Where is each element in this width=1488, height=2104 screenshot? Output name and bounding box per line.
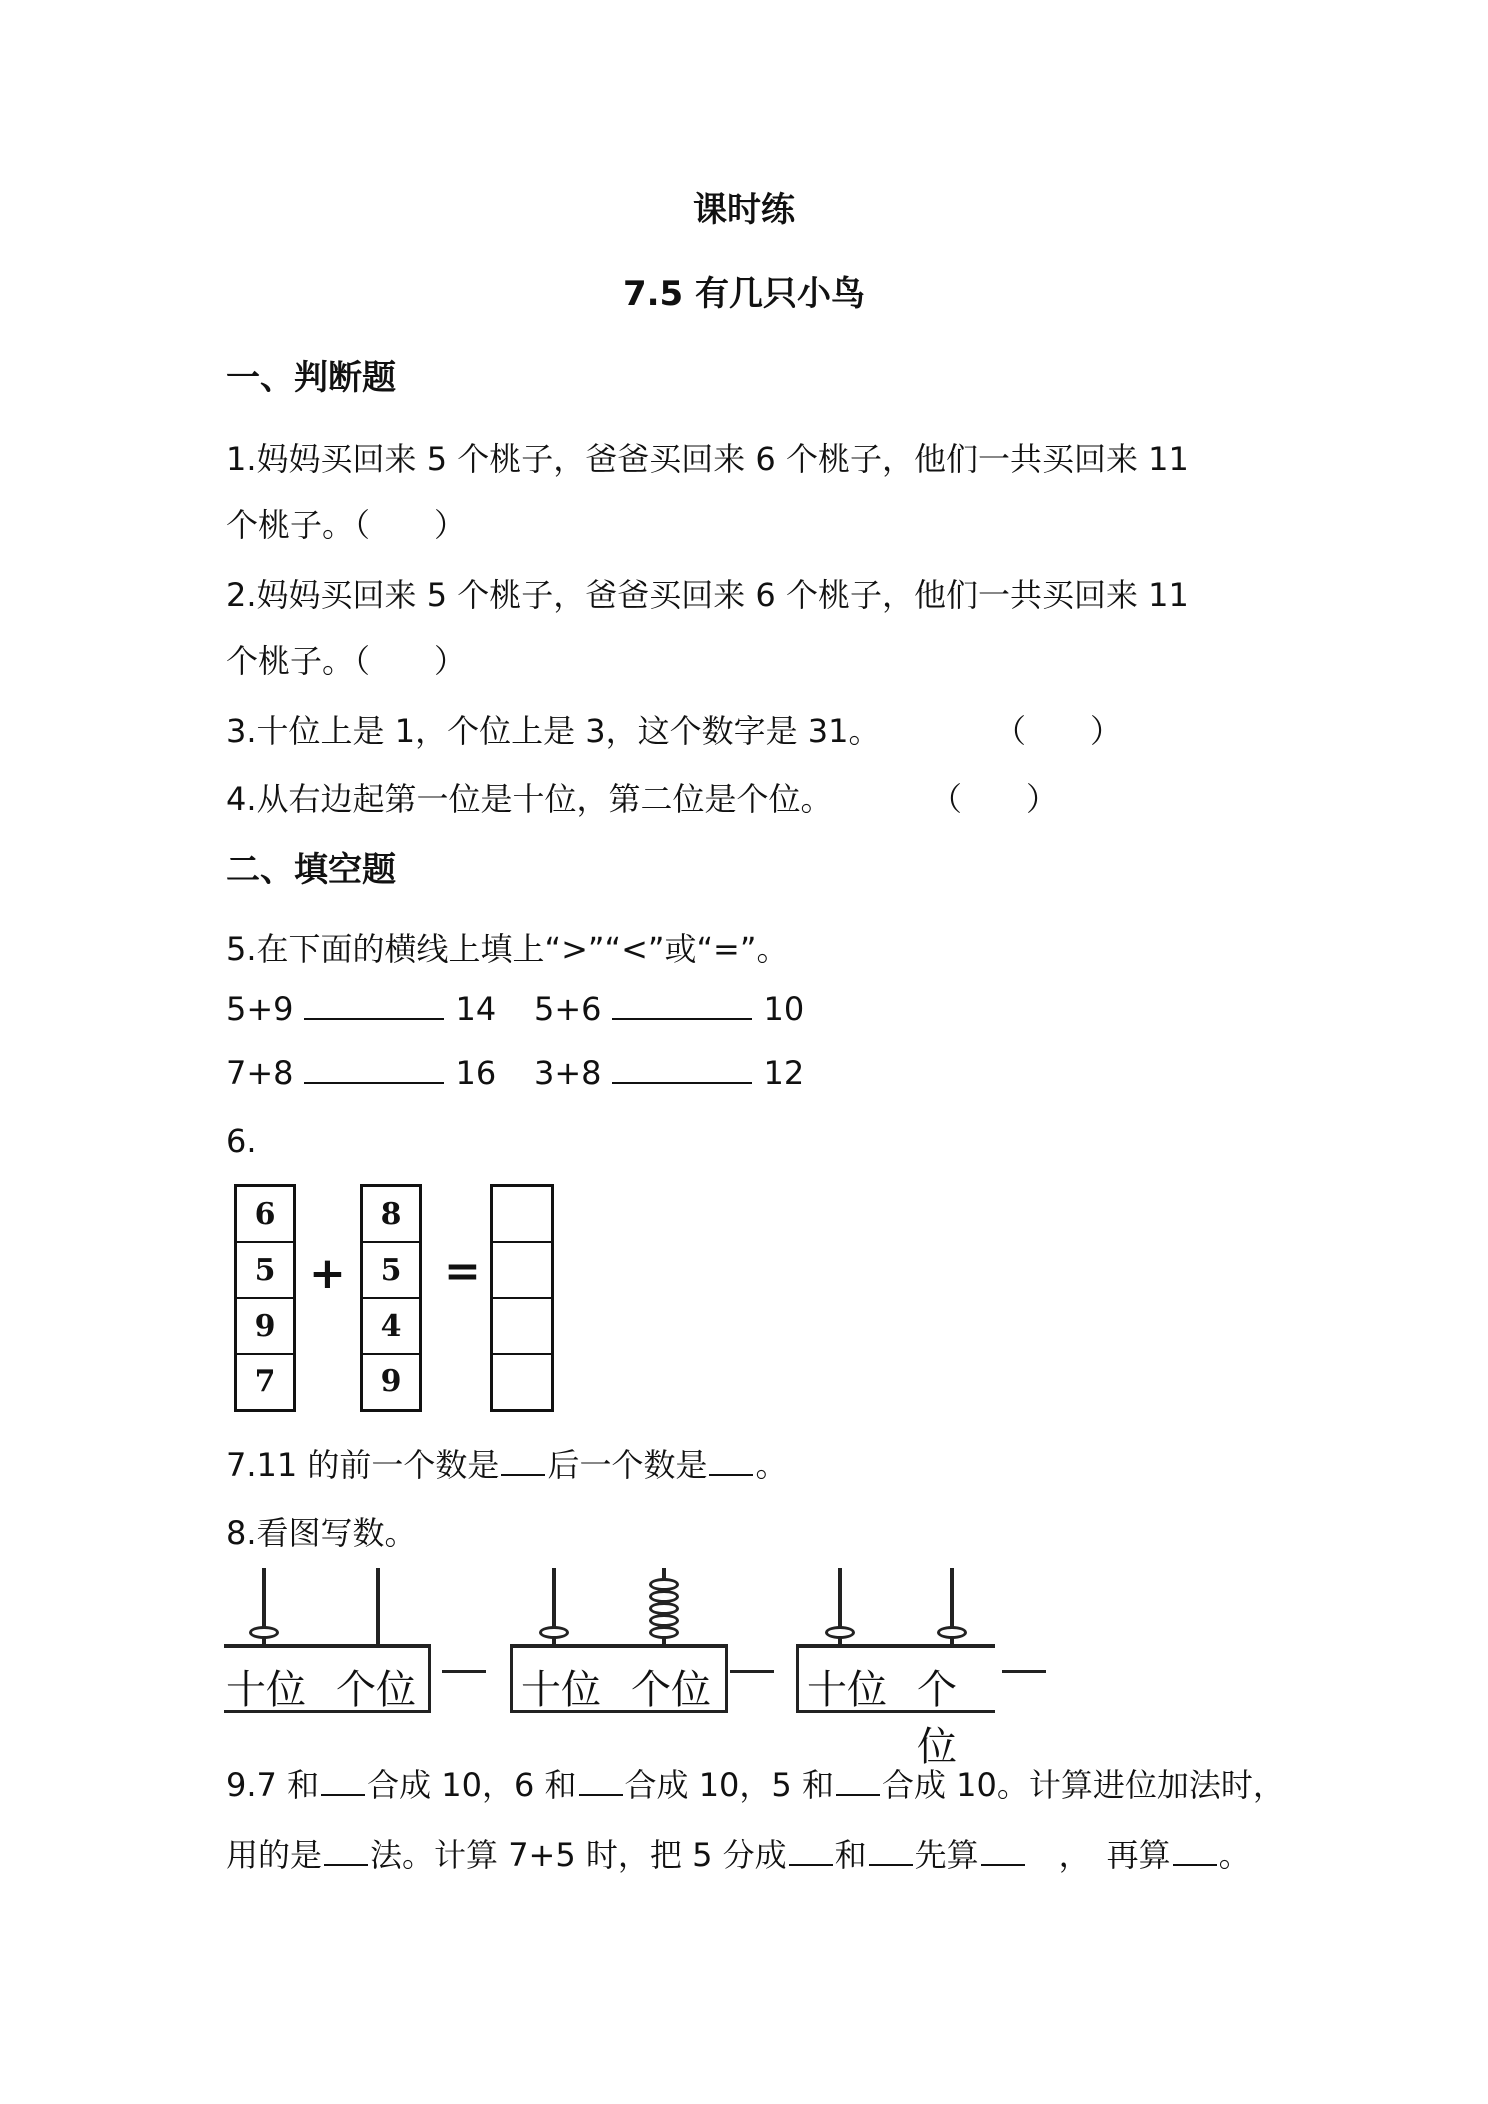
answer-blank[interactable] (981, 1840, 1025, 1866)
question-9-text: 和 (834, 1836, 867, 1874)
question-9-text: ， 再算 (1026, 1836, 1171, 1874)
abacus-frame (224, 1644, 431, 1713)
answer-line[interactable] (1002, 1670, 1046, 1673)
question-7-text: 后一个数是 (547, 1446, 708, 1484)
question-9-text: 先算 (914, 1836, 979, 1874)
abacus-frame (510, 1644, 728, 1713)
digit-cell: 6 (237, 1187, 293, 1243)
question-6-label: 6. (226, 1122, 257, 1160)
answer-blank[interactable] (324, 1840, 368, 1866)
answer-line[interactable] (730, 1670, 774, 1673)
answer-blank[interactable] (836, 1770, 880, 1796)
question-7-text: 7.11 的前一个数是 (226, 1446, 500, 1484)
digit-cell: 9 (380, 1364, 402, 1399)
bead (249, 1626, 279, 1639)
digit-cell: 9 (237, 1299, 293, 1355)
lesson-title: 7.5 有几只小鸟 (622, 274, 866, 314)
bead (649, 1626, 679, 1639)
answer-blank[interactable] (304, 1058, 444, 1084)
abacus-2 (510, 1568, 748, 1718)
abacus-frame (796, 1644, 995, 1770)
expression: 7+8 (226, 1054, 294, 1092)
question-8-label: 8.看图写数。 (226, 1514, 417, 1552)
answer-cell[interactable] (493, 1355, 551, 1409)
answer-blank[interactable] (709, 1450, 753, 1476)
ones-rod (376, 1568, 380, 1644)
answer-cell[interactable] (493, 1187, 551, 1243)
question-3-answer-paren: （ ） (994, 712, 1123, 750)
question-7-text: 。 (755, 1446, 788, 1484)
question-4-answer-paren: （ ） (930, 780, 1059, 818)
tens-label: 十位 (226, 1667, 306, 1713)
question-2-line-1: 2.妈妈买回来 5 个桃子，爸爸买回来 6 个桃子，他们一共买回来 11 (226, 576, 1189, 614)
bead (539, 1626, 569, 1639)
question-9-text: 合成 10。计算进位加法时， (881, 1766, 1285, 1804)
compare-value: 12 (763, 1054, 805, 1092)
bead (937, 1626, 967, 1639)
question-1-line-2: 个桃子。（ ） (226, 506, 467, 544)
digit-cell: 8 (363, 1187, 419, 1243)
answer-blank[interactable] (612, 1058, 752, 1084)
question-5-item (534, 990, 804, 1028)
answer-line[interactable] (442, 1670, 486, 1673)
question-1-line-1: 1.妈妈买回来 5 个桃子，爸爸买回来 6 个桃子，他们一共买回来 11 (226, 440, 1189, 478)
section-heading-judgement: 一、判断题 (226, 358, 396, 398)
tens-label: 十位 (807, 1667, 887, 1713)
question-9-text: 合成 10，5 和 (624, 1766, 834, 1804)
section-heading-fill-in: 二、填空题 (226, 850, 396, 890)
compare-value: 14 (455, 990, 497, 1028)
number-column-2 (360, 1184, 422, 1412)
compare-value: 16 (455, 1054, 497, 1092)
page-title: 课时练 (693, 190, 795, 230)
digit-cell: 7 (254, 1364, 276, 1399)
question-9-text: 法。计算 7+5 时，把 5 分成 (370, 1836, 787, 1874)
answer-blank[interactable] (501, 1450, 545, 1476)
question-9-text: 。 (1218, 1836, 1251, 1874)
answer-blank[interactable] (789, 1840, 833, 1866)
digit-cell: 5 (237, 1243, 293, 1299)
answer-blank[interactable] (612, 994, 752, 1020)
bead (825, 1626, 855, 1639)
number-column-1 (234, 1184, 296, 1412)
equals-sign: = (444, 1246, 481, 1297)
abacus-3 (796, 1568, 1056, 1770)
answer-blank[interactable] (1173, 1840, 1217, 1866)
question-5-item (226, 1054, 496, 1092)
answer-blank[interactable] (869, 1840, 913, 1866)
digit-cell: 5 (363, 1243, 419, 1299)
abacus-1 (224, 1568, 440, 1718)
question-9-line-2 (226, 1830, 1251, 1876)
expression: 5+6 (534, 990, 602, 1028)
ones-label: 个位 (917, 1667, 957, 1770)
ones-label: 个位 (336, 1667, 416, 1713)
tens-label: 十位 (521, 1667, 601, 1713)
answer-column[interactable] (490, 1184, 554, 1412)
question-5-item (226, 990, 496, 1028)
compare-value: 10 (763, 990, 805, 1028)
answer-blank[interactable] (304, 994, 444, 1020)
answer-blank[interactable] (321, 1770, 365, 1796)
question-2-line-2: 个桃子。（ ） (226, 642, 467, 680)
question-9-text: 9.7 和 (226, 1766, 320, 1804)
expression: 5+9 (226, 990, 294, 1028)
question-9-line-1 (226, 1760, 1285, 1806)
answer-cell[interactable] (493, 1299, 551, 1355)
question-9-text: 用的是 (226, 1836, 323, 1874)
answer-cell[interactable] (493, 1243, 551, 1299)
answer-blank[interactable] (579, 1770, 623, 1796)
plus-sign: + (309, 1248, 346, 1299)
expression: 3+8 (534, 1054, 602, 1092)
question-5-prompt: 5.在下面的横线上填上“>”“<”或“=”。 (226, 930, 789, 968)
question-3-text: 3.十位上是 1，个位上是 3，这个数字是 31。 (226, 712, 881, 750)
question-4-text: 4.从右边起第一位是十位，第二位是个位。 (226, 780, 833, 818)
question-9-text: 合成 10，6 和 (367, 1766, 577, 1804)
question-5-item (534, 1054, 804, 1092)
question-7 (226, 1440, 787, 1486)
ones-label: 个位 (631, 1667, 711, 1713)
digit-cell: 4 (363, 1299, 419, 1355)
